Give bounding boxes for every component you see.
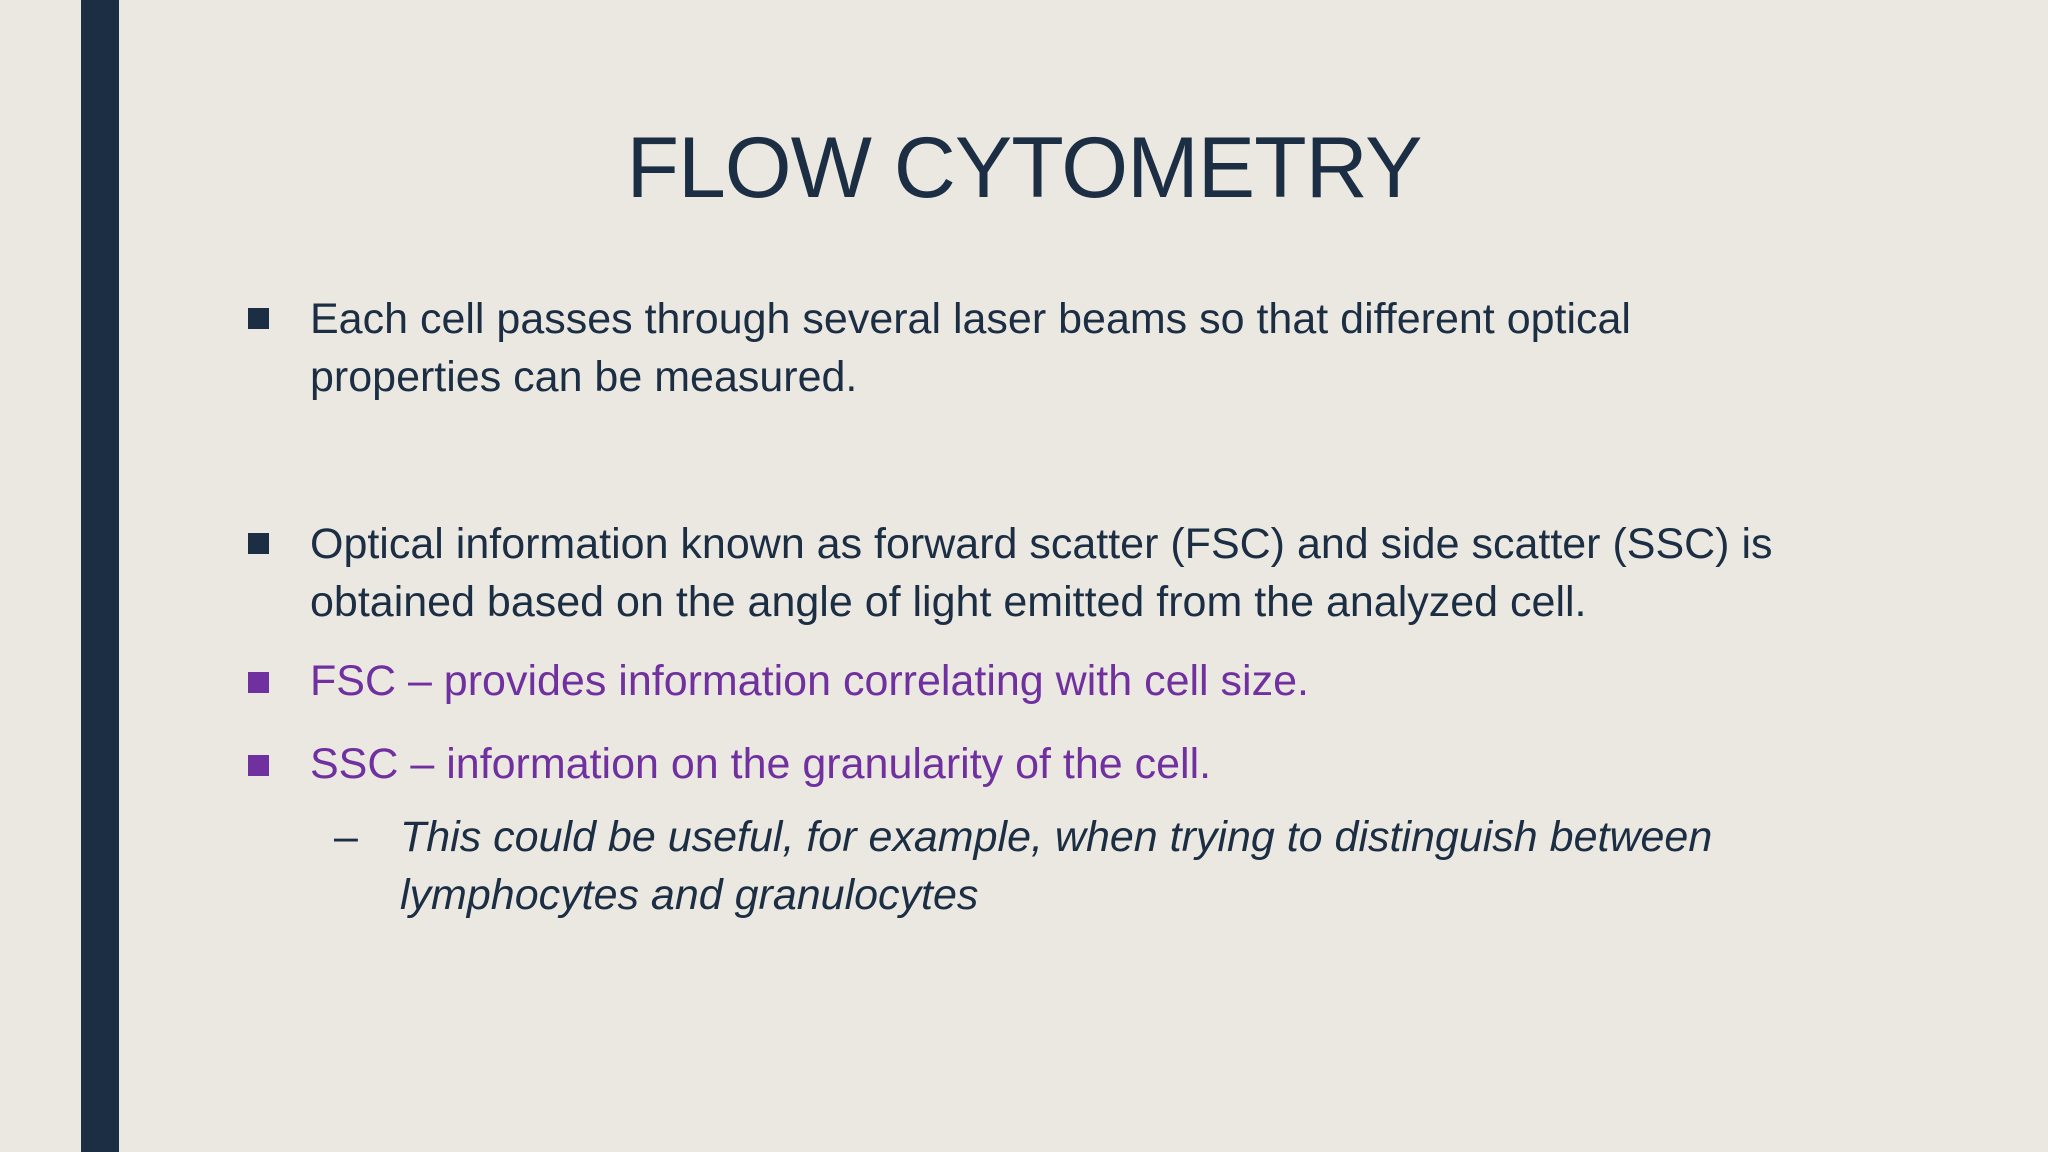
square-bullet-icon (248, 533, 269, 554)
bullet-line: SSC – information on the granularity of the cell. (310, 740, 1212, 788)
dash-bullet-icon: – (334, 813, 358, 861)
sub-bullet-line: This could be useful, for example, when trying to distinguish between (400, 813, 1713, 861)
bullet-line: Each cell passes through several laser beams so that different optical (310, 295, 1631, 343)
sub-bullet-line: lymphocytes and granulocytes (400, 871, 979, 919)
slide-title (0, 118, 2048, 218)
square-bullet-icon (248, 672, 269, 693)
slide-title-text: FLOW CYTOMETRY (626, 120, 1422, 216)
square-bullet-icon (248, 755, 269, 776)
bullet-line: FSC – provides information correlating with cell size. (310, 657, 1309, 705)
bullet-line: Optical information known as forward scatter (FSC) and side scatter (SSC) is (310, 520, 1773, 568)
square-bullet-icon (248, 308, 269, 329)
bullet-line: obtained based on the angle of light emitted from the analyzed cell. (310, 578, 1587, 626)
bullet-line: properties can be measured. (310, 353, 858, 401)
